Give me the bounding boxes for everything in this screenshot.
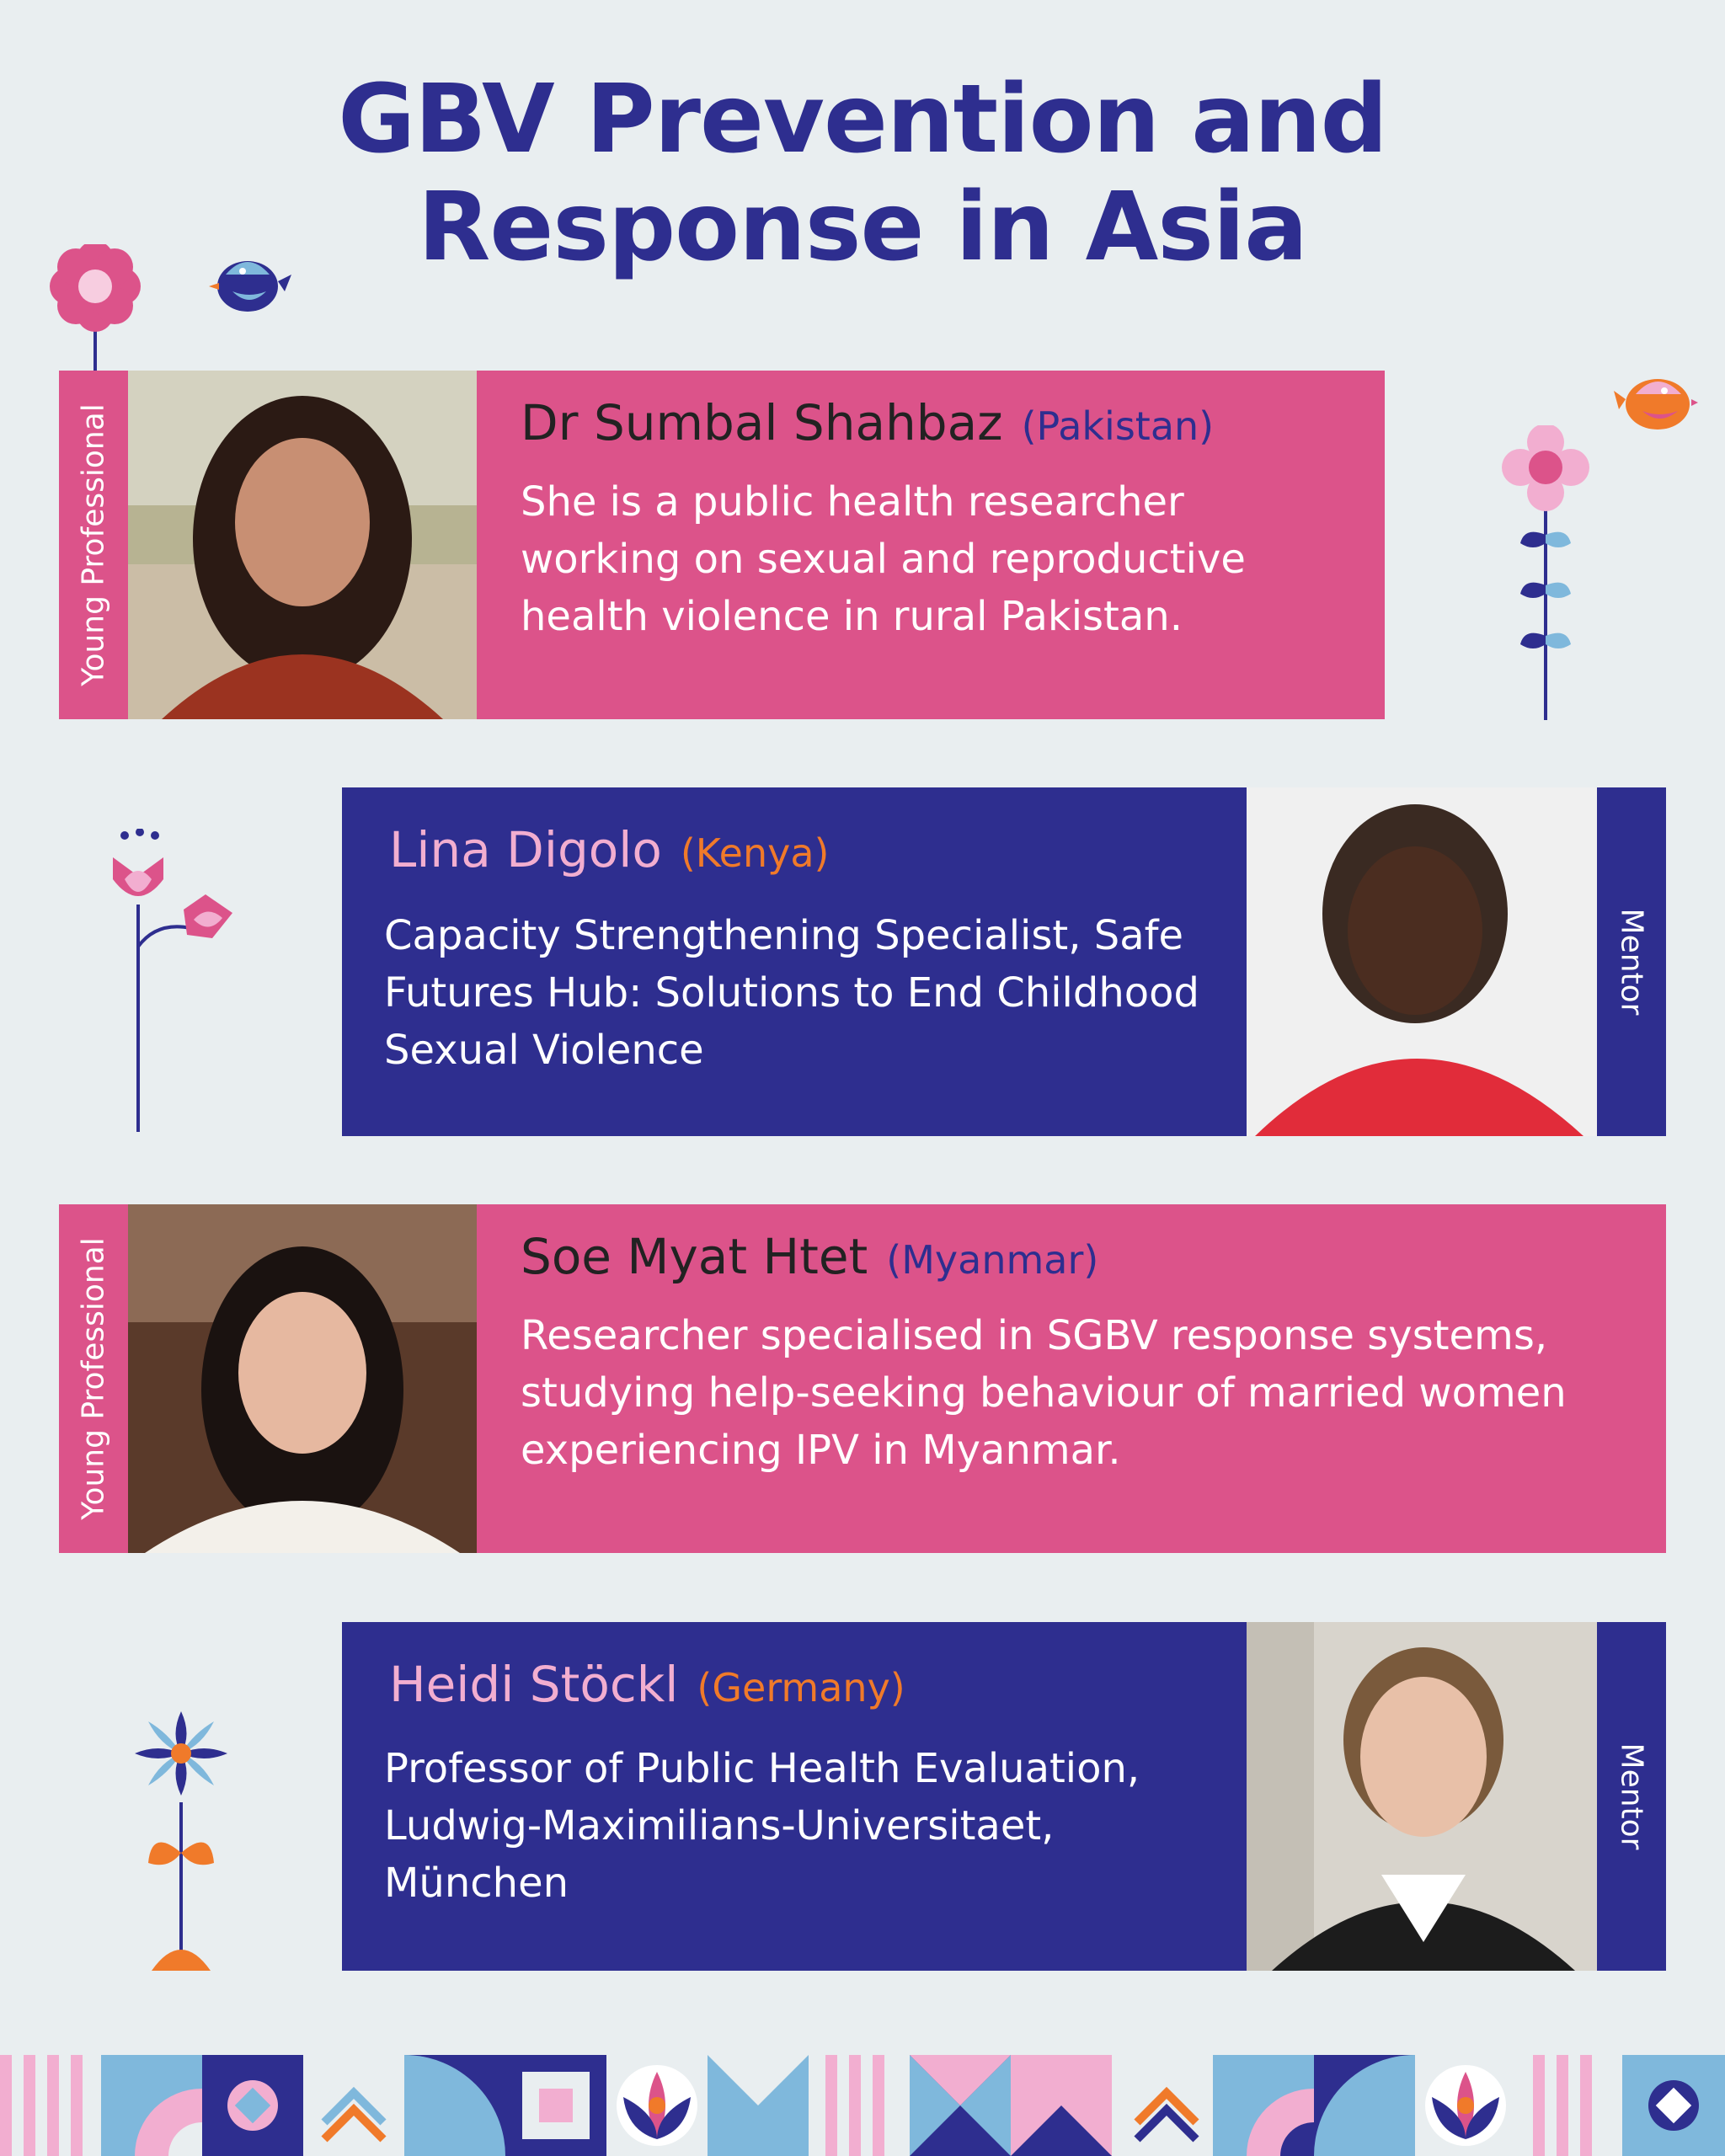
person-name: Soe Myat Htet <box>521 1228 868 1285</box>
tulip-icon <box>106 829 241 1132</box>
country-label: (Myanmar) <box>886 1237 1099 1283</box>
profile-photo <box>1247 787 1597 1136</box>
profile-card-1 <box>59 371 1385 719</box>
person-name: Lina Digolo <box>389 821 662 878</box>
daisy-icon <box>126 1710 236 1971</box>
role-tab <box>1597 1622 1666 1971</box>
profile-photo <box>1247 1622 1597 1971</box>
title-line-1: GBV Prevention and <box>338 65 1387 174</box>
profile-description: Researcher specialised in SGBV response systems, studying help-seeking behaviour of married women experiencing IPV in Myanmar. <box>521 1312 1567 1474</box>
profile-card-4 <box>342 1622 1666 1971</box>
role-label: Mentor <box>1614 908 1649 1016</box>
profile-description: Professor of Public Health Evaluation, Ludwig-Maximilians-Universitaet, München <box>384 1745 1140 1907</box>
title-line-2: Response in Asia <box>418 173 1307 282</box>
profile-photo <box>128 371 477 719</box>
profile-card-2 <box>342 787 1666 1136</box>
name-line <box>389 1656 905 1713</box>
profile-description: She is a public health researcher working on sexual and reproductive health violence in rural Pakistan. <box>521 478 1246 640</box>
profile-photo <box>128 1204 477 1553</box>
country-label: (Pakistan) <box>1021 403 1215 449</box>
role-tab <box>59 371 128 719</box>
country-label: (Kenya) <box>680 830 830 876</box>
name-line <box>521 394 1214 451</box>
role-label: Mentor <box>1614 1742 1649 1850</box>
pink-flower-icon <box>49 244 142 371</box>
country-label: (Germany) <box>697 1665 905 1710</box>
name-line <box>521 1228 1098 1285</box>
role-tab <box>59 1204 128 1553</box>
blue-bird-icon <box>207 249 291 317</box>
name-line <box>389 821 829 878</box>
role-label: Young Professional <box>76 1237 111 1520</box>
person-name: Dr Sumbal Shahbaz <box>521 394 1003 451</box>
stem-flower-icon <box>1499 425 1592 720</box>
lotus-icon <box>1425 2065 1506 2146</box>
footer-pattern <box>0 2055 1725 2156</box>
role-label: Young Professional <box>76 403 111 686</box>
lotus-icon <box>617 2065 697 2146</box>
orange-bird-icon <box>1614 366 1698 433</box>
profile-card-3 <box>59 1204 1666 1553</box>
role-tab <box>1597 787 1666 1136</box>
profile-description: Capacity Strengthening Specialist, Safe Futures Hub: Solutions to End Childhood Sexual Violence <box>384 912 1199 1074</box>
person-name: Heidi Stöckl <box>389 1656 679 1713</box>
